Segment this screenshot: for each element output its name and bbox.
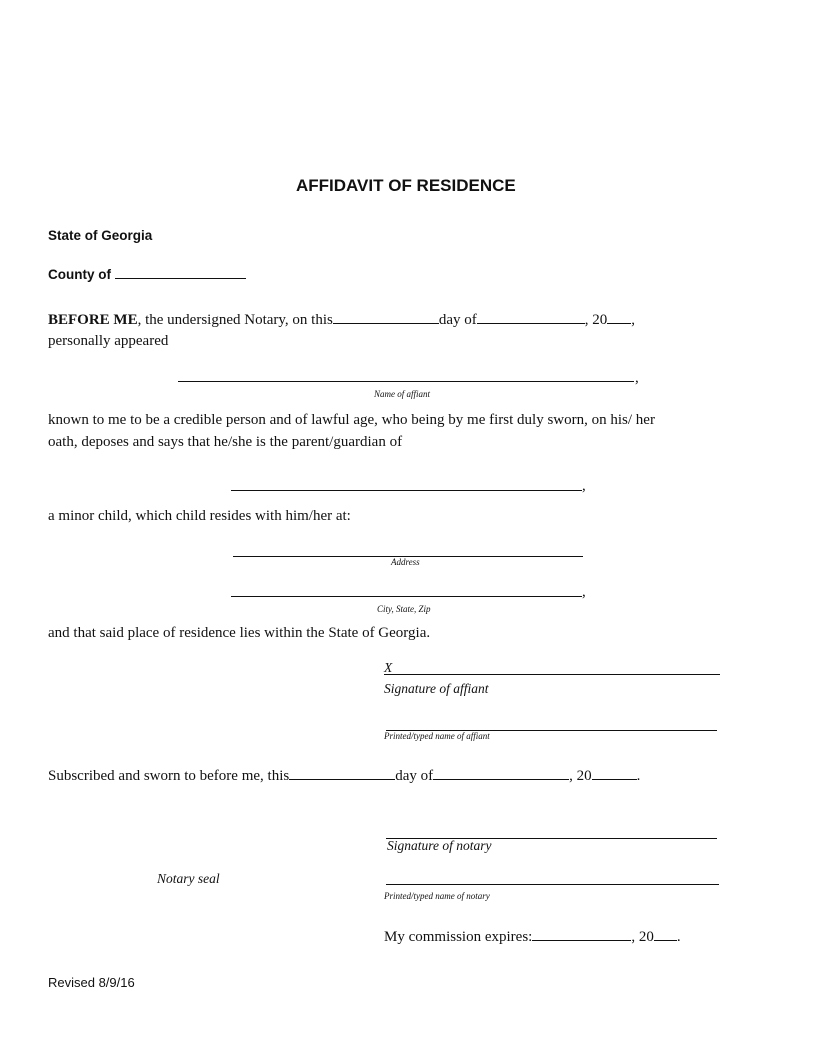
month-blank[interactable] xyxy=(477,311,585,324)
affiant-signature-label: Signature of affiant xyxy=(384,681,489,696)
year-label: , 20 xyxy=(584,312,608,328)
subscribed-text: Subscribed and sworn to before me, this xyxy=(48,768,290,784)
subscribed-year-blank[interactable] xyxy=(592,767,637,780)
child-name-line[interactable] xyxy=(231,490,582,491)
day-blank[interactable] xyxy=(333,311,439,324)
subscribed-month-blank[interactable] xyxy=(433,767,569,780)
notary-signature-label: Signature of notary xyxy=(387,838,492,853)
county-blank[interactable] xyxy=(115,266,246,279)
known-text-line2: oath, deposes and says that he/she is the parent/guardian of xyxy=(48,434,403,450)
known-text-line1: known to me to be a credible person and of lawful age, who being by me first duly sworn, on his/ her xyxy=(48,412,655,428)
subscribed-day-of: day of xyxy=(395,768,434,784)
commission-year-blank[interactable] xyxy=(654,928,677,941)
city-state-zip-line[interactable] xyxy=(231,596,582,597)
before-me-comma: , xyxy=(631,312,635,328)
personally-appeared: personally appeared xyxy=(48,333,169,349)
commission-period: . xyxy=(676,929,681,945)
day-of-label: day of xyxy=(438,312,477,328)
revised-date: Revised 8/9/16 xyxy=(48,975,135,990)
year-blank[interactable] xyxy=(607,311,631,324)
affiant-name-comma: , xyxy=(635,370,639,386)
affiant-name-line[interactable] xyxy=(178,381,634,382)
commission-date-blank[interactable] xyxy=(532,928,631,941)
address-caption: Address xyxy=(391,557,420,567)
commission-year-label: , 20 xyxy=(631,929,654,945)
subscribed-year-label: , 20 xyxy=(569,768,592,784)
page-title: AFFIDAVIT OF RESIDENCE xyxy=(296,176,516,195)
before-me-text: , the undersigned Notary, on this xyxy=(137,312,333,328)
county-line xyxy=(48,266,246,282)
residence-text: and that said place of residence lies within the State of Georgia. xyxy=(48,625,431,641)
city-state-zip-caption: City, State, Zip xyxy=(377,604,431,614)
subscribed-period: . xyxy=(636,768,641,784)
city-line-comma: , xyxy=(582,584,586,600)
affiant-signature-line[interactable] xyxy=(384,674,720,675)
county-label: County of xyxy=(48,267,111,282)
state-label: State of Georgia xyxy=(48,228,153,243)
notary-printed-name-caption: Printed/typed name of notary xyxy=(384,891,490,901)
affiant-printed-name-caption: Printed/typed name of affiant xyxy=(384,731,490,741)
affiant-x-mark: X xyxy=(384,660,393,675)
notary-printed-name-line[interactable] xyxy=(386,884,719,885)
before-me-line xyxy=(48,311,635,329)
subscribed-day-blank[interactable] xyxy=(289,767,395,780)
subscribed-line xyxy=(48,767,640,785)
before-me-lead: BEFORE ME xyxy=(48,312,138,328)
minor-text: a minor child, which child resides with him/her at: xyxy=(48,508,351,524)
child-name-comma: , xyxy=(582,478,586,494)
commission-text: My commission expires: xyxy=(384,929,533,945)
affiant-name-caption: Name of affiant xyxy=(374,389,430,399)
commission-line xyxy=(384,928,681,946)
notary-seal-label: Notary seal xyxy=(157,871,220,886)
